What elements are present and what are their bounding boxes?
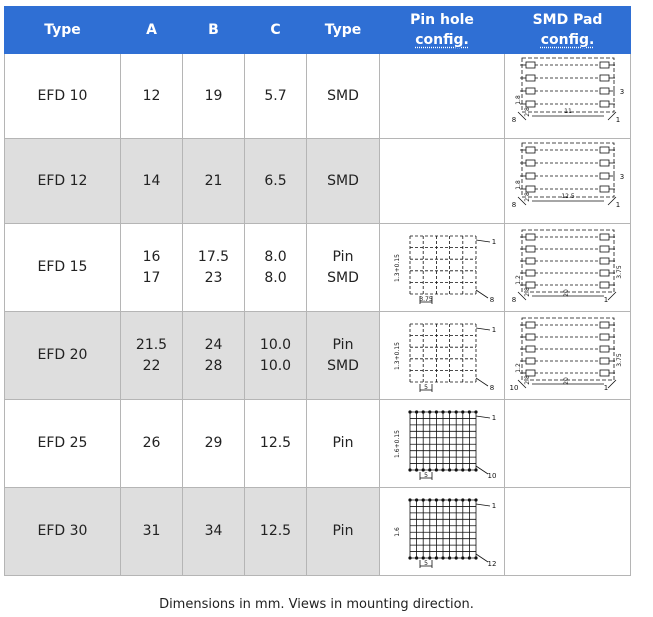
smd-dim-label: 1.2 <box>514 274 522 285</box>
smd-dim-label: 2.8 <box>523 374 531 385</box>
smd-pin-label: 8 <box>511 201 516 209</box>
cell-value-c: 10.0 <box>259 357 292 374</box>
smd-dim-label: 3.75 <box>615 264 623 279</box>
table-row <box>5 400 631 488</box>
header-pin-line2: config. <box>415 32 469 48</box>
cell-smd-pad-config <box>505 400 631 488</box>
pin-number-label: 8 <box>489 383 495 392</box>
cell-a <box>121 400 183 488</box>
cell-smd-pad-config <box>505 312 631 400</box>
cell-value-a: 12 <box>142 87 161 104</box>
pin-number-label: 1 <box>491 413 497 422</box>
table-row <box>5 312 631 400</box>
cell-value-a: 31 <box>142 523 161 539</box>
table-row <box>5 139 631 224</box>
smd-dim-label: 2.8 <box>523 286 531 297</box>
pin-number-label: 8 <box>489 295 495 304</box>
cell-value-c: 8.0 <box>264 269 287 286</box>
smd-pin-label: 1 <box>615 116 620 124</box>
cell-value-b: 24 <box>204 336 223 353</box>
header-smd-pad-config <box>505 7 631 54</box>
cell-value-mount: SMD <box>327 172 359 189</box>
cell-type: EFD 25 <box>5 400 121 488</box>
header-b: B <box>183 7 245 54</box>
cell-mount <box>307 224 380 312</box>
smd-pin-label: 8 <box>511 295 516 304</box>
pin-pitch-label: 5 <box>424 471 428 479</box>
cell-value-a: 21.5 <box>135 336 168 353</box>
smd-dim-label: 1.8 <box>514 180 522 190</box>
table-row <box>5 224 631 312</box>
cell-value-mount: Pin <box>332 336 354 353</box>
cell-smd-pad-config <box>505 224 631 312</box>
pin-pitch-label: 5 <box>424 559 428 567</box>
cell-type: EFD 10 <box>5 54 121 139</box>
smd-pin-label: 10 <box>509 383 518 392</box>
pin-hole-diagram <box>384 316 500 396</box>
cell-value-mount: SMD <box>327 357 359 374</box>
cell-value-c: 12.5 <box>259 435 292 451</box>
cell-pin-hole-config <box>380 224 505 312</box>
cell-mount <box>307 139 380 224</box>
smd-pin-label: 1 <box>603 383 608 392</box>
cell-value-c: 12.5 <box>259 523 292 539</box>
cell-b <box>183 312 245 400</box>
cell-c <box>245 139 307 224</box>
cell-value-c: 8.0 <box>264 248 287 265</box>
pin-hole-diagram <box>384 404 500 484</box>
cell-b <box>183 54 245 139</box>
table-row <box>5 54 631 139</box>
cell-value-a: 26 <box>142 435 161 451</box>
smd-dim-label: 12.5 <box>560 193 575 200</box>
smd-dim-label: 2.8 <box>523 192 531 202</box>
cell-value-b: 29 <box>204 435 223 451</box>
header-row <box>5 7 631 54</box>
pin-number-label: 1 <box>491 501 497 510</box>
cell-b <box>183 139 245 224</box>
smd-dim-label: 1.8 <box>514 95 522 105</box>
cell-a <box>121 312 183 400</box>
cell-value-mount: Pin <box>332 435 354 451</box>
cell-pin-hole-config <box>380 312 505 400</box>
smd-pad-diagram <box>508 141 628 221</box>
cell-type: EFD 12 <box>5 139 121 224</box>
cell-c <box>245 54 307 139</box>
cell-pin-hole-config <box>380 488 505 576</box>
smd-pad-diagram <box>508 316 628 396</box>
cell-value-c: 10.0 <box>259 336 292 353</box>
cell-mount <box>307 312 380 400</box>
cell-value-b: 21 <box>204 172 223 189</box>
cell-value-b: 28 <box>204 357 223 374</box>
header-pin-hole-config <box>380 7 505 54</box>
cell-smd-pad-config <box>505 54 631 139</box>
smd-pad-diagram <box>508 228 628 308</box>
caption: Dimensions in mm. Views in mounting direction. <box>159 597 474 612</box>
header-mount-type: Type <box>307 7 380 54</box>
cell-b <box>183 488 245 576</box>
pin-number-label: 10 <box>487 471 497 480</box>
cell-mount <box>307 54 380 139</box>
cell-value-b: 17.5 <box>197 248 230 265</box>
cell-value-b: 34 <box>204 523 223 539</box>
smd-dim-label: 20 <box>562 376 570 385</box>
smd-dim-label: 20 <box>562 288 570 297</box>
pin-hole-diagram <box>384 492 500 572</box>
cell-b <box>183 224 245 312</box>
cell-c <box>245 224 307 312</box>
cell-a <box>121 224 183 312</box>
smd-pin-label: 3 <box>619 88 624 96</box>
cell-value-a: 22 <box>142 357 161 374</box>
pin-number-label: 1 <box>491 237 497 246</box>
cell-value-c: 6.5 <box>264 172 287 189</box>
pin-number-label: 12 <box>487 559 497 568</box>
smd-dim-label: 3.75 <box>615 352 623 367</box>
header-c: C <box>245 7 307 54</box>
smd-pin-label: 1 <box>603 295 608 304</box>
cell-value-a: 14 <box>142 172 161 189</box>
pin-number-label: 1 <box>491 325 497 334</box>
table-row <box>5 488 631 576</box>
pin-pitch-label: 5 <box>424 383 428 391</box>
cell-smd-pad-config <box>505 139 631 224</box>
smd-pin-label: 3 <box>619 173 624 181</box>
smd-dim-label: 2.8 <box>523 107 531 117</box>
cell-value-a: 16 <box>142 248 161 265</box>
cell-value-mount: SMD <box>327 87 359 104</box>
smd-pin-label: 8 <box>511 116 516 124</box>
pin-dim-label: 1.6+0.15 <box>394 429 401 458</box>
cell-value-mount: Pin <box>332 248 354 265</box>
cell-value-b: 23 <box>204 269 223 286</box>
cell-c <box>245 400 307 488</box>
header-smd-line1: SMD Pad <box>532 12 603 28</box>
cell-value-mount: Pin <box>332 523 354 539</box>
cell-a <box>121 488 183 576</box>
smd-dim-label: 1.2 <box>514 362 522 373</box>
cell-mount <box>307 400 380 488</box>
pin-dim-label: 1.3+0.15 <box>394 341 401 370</box>
smd-pad-diagram <box>508 56 628 136</box>
cell-type: EFD 30 <box>5 488 121 576</box>
efd-dimensions-table <box>4 6 631 576</box>
cell-pin-hole-config <box>380 400 505 488</box>
header-pin-line1: Pin hole <box>410 12 474 28</box>
cell-c <box>245 312 307 400</box>
cell-type: EFD 15 <box>5 224 121 312</box>
cell-value-mount: SMD <box>327 269 359 286</box>
cell-b <box>183 400 245 488</box>
cell-pin-hole-config <box>380 139 505 224</box>
cell-a <box>121 139 183 224</box>
cell-pin-hole-config <box>380 54 505 139</box>
pin-dim-label: 1.6 <box>394 526 401 537</box>
cell-value-c: 5.7 <box>264 87 287 104</box>
cell-mount <box>307 488 380 576</box>
smd-pin-label: 1 <box>615 201 620 209</box>
header-smd-line2: config. <box>540 32 595 48</box>
header-type: Type <box>5 7 121 54</box>
smd-dim-label: 11 <box>563 108 572 115</box>
pin-pitch-label: 3.75 <box>419 295 433 303</box>
cell-c <box>245 488 307 576</box>
header-a: A <box>121 7 183 54</box>
cell-smd-pad-config <box>505 488 631 576</box>
cell-value-a: 17 <box>142 269 161 286</box>
pin-dim-label: 1.3+0.15 <box>394 253 401 282</box>
cell-type: EFD 20 <box>5 312 121 400</box>
cell-a <box>121 54 183 139</box>
cell-value-b: 19 <box>204 87 223 104</box>
pin-hole-diagram <box>384 228 500 308</box>
